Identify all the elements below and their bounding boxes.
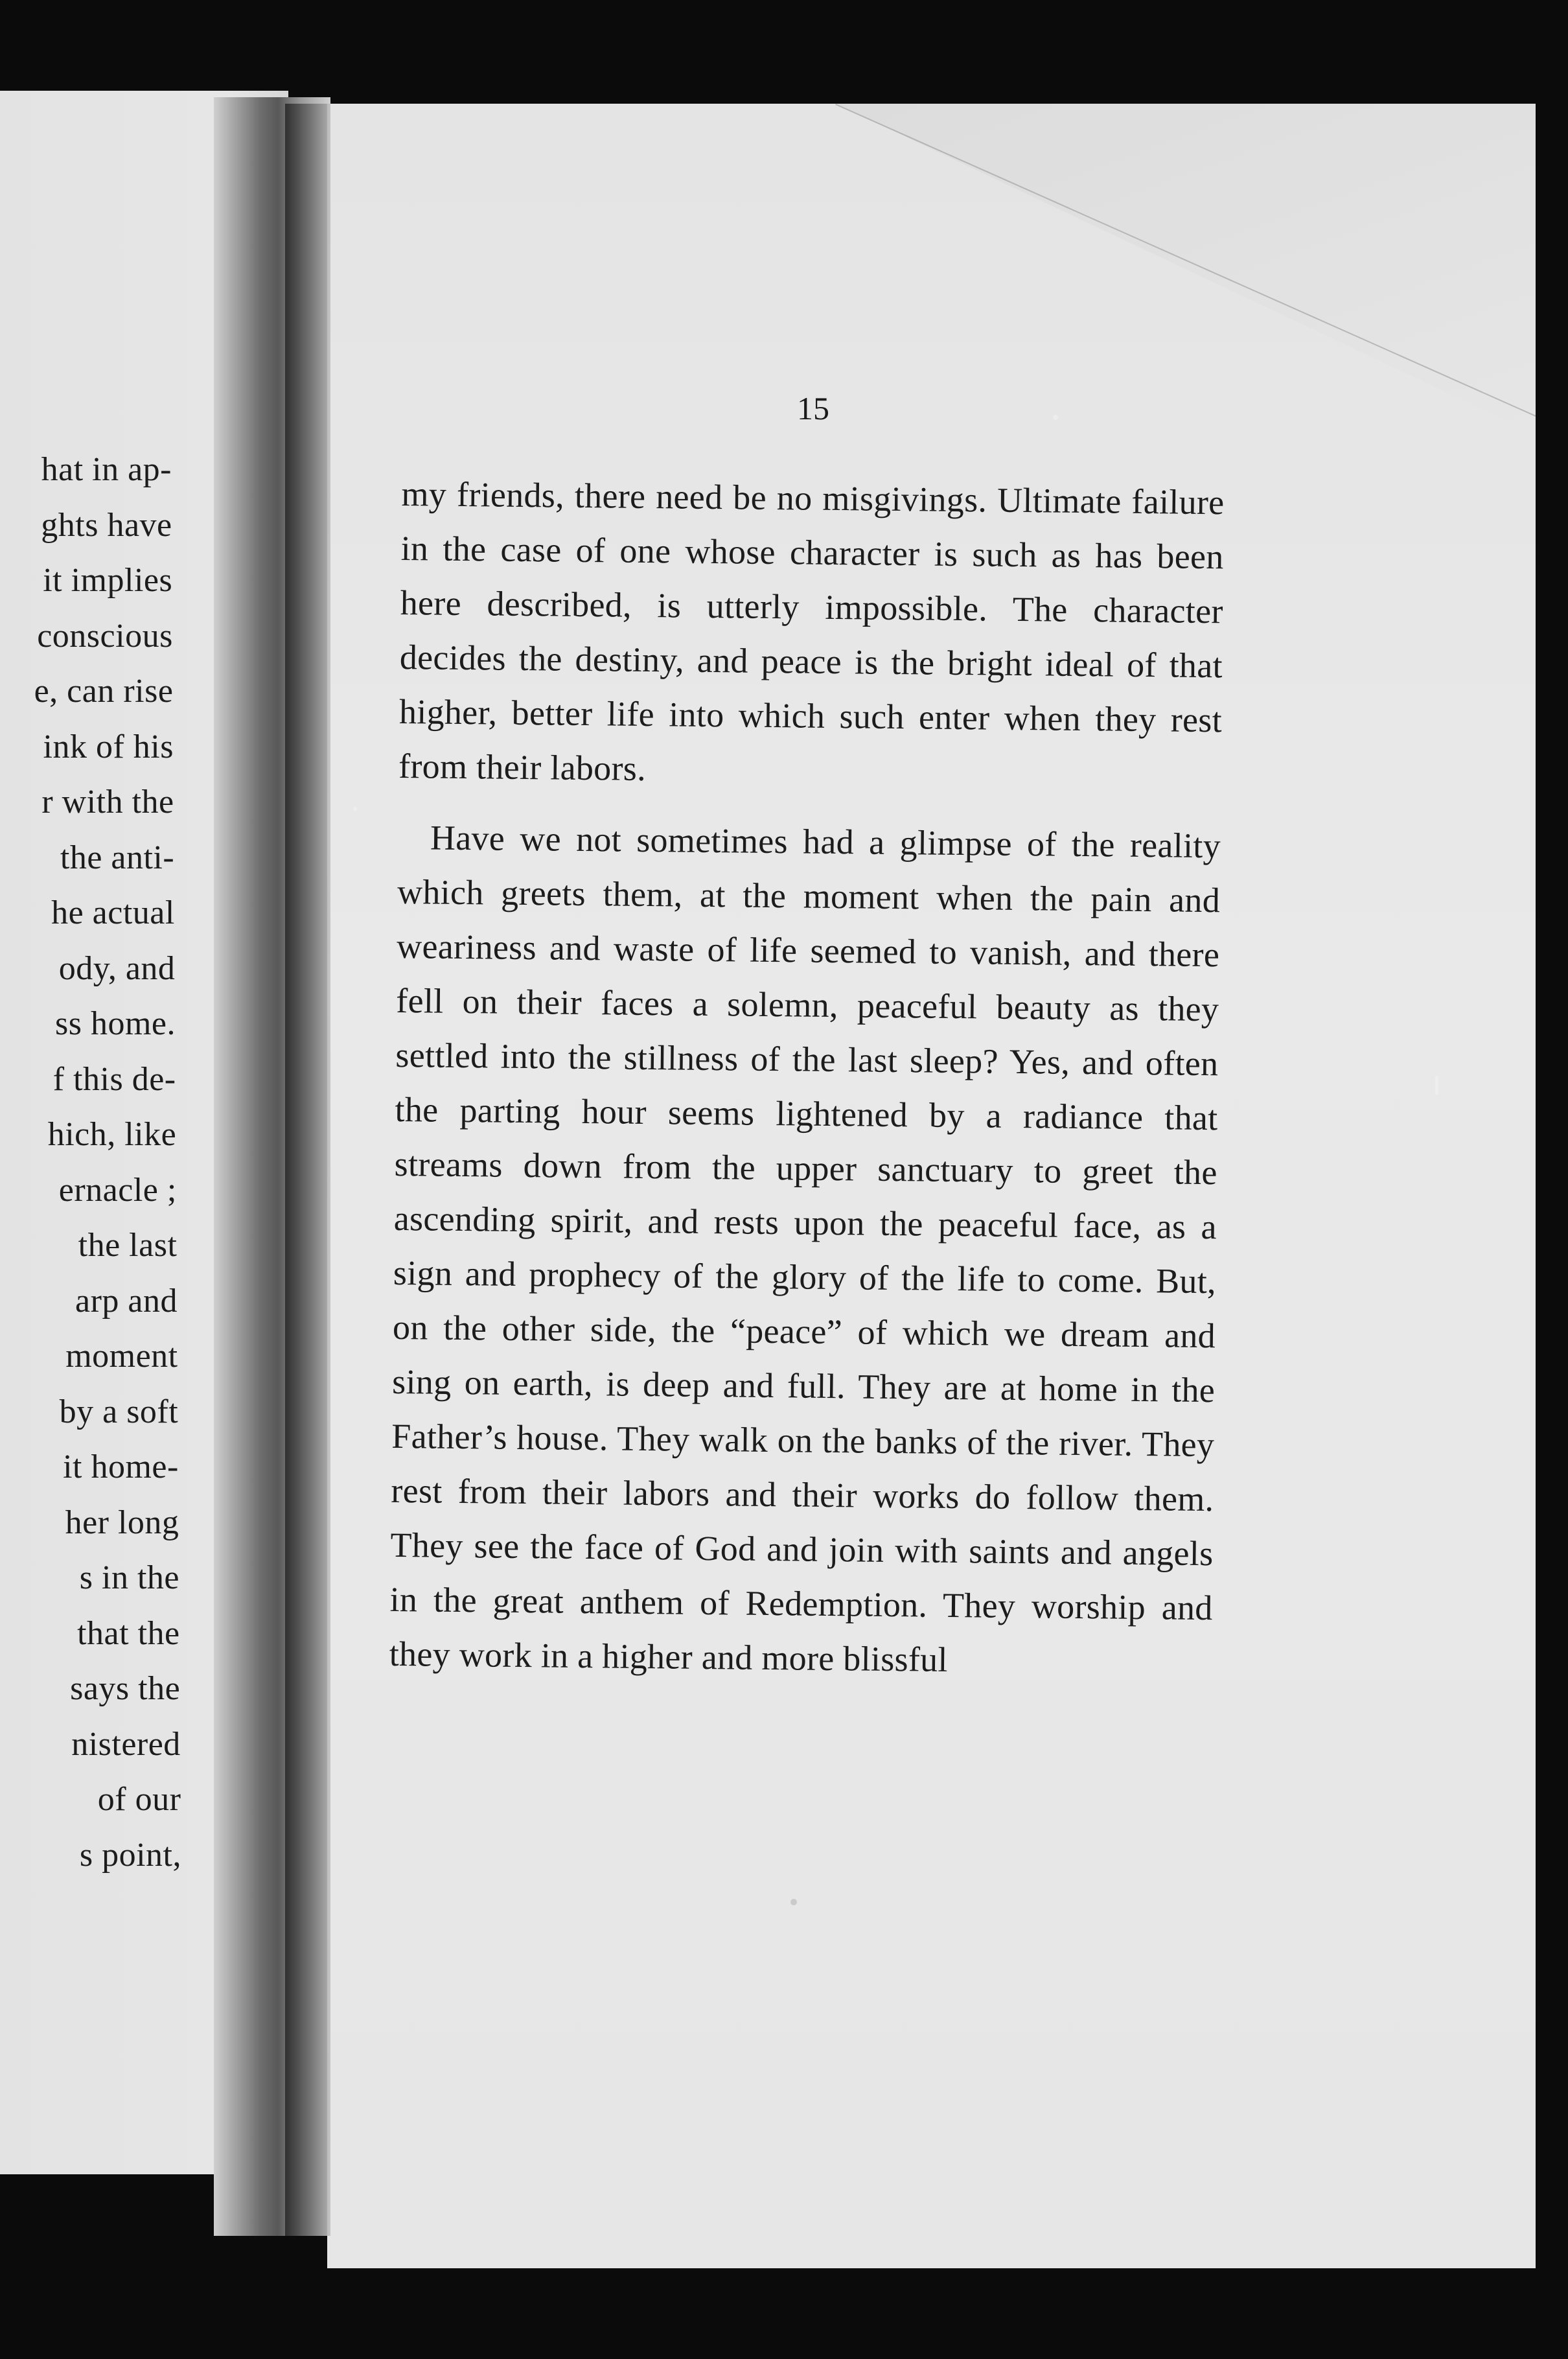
left-page-line: f this de- (52, 1060, 176, 1098)
left-page-line: that the (77, 1614, 180, 1652)
left-page-line: moment (65, 1338, 178, 1375)
left-page-line: he actual (51, 894, 175, 931)
left-page-line: ghts have (41, 506, 172, 544)
page-body (389, 467, 1225, 1690)
left-page-line: e, can rise (34, 673, 174, 710)
left-page-line: by a soft (59, 1393, 179, 1430)
left-page-line: it home- (63, 1448, 179, 1485)
left-page-line: hich, like (47, 1116, 177, 1153)
dust-speck (353, 807, 357, 811)
left-page-line: arp and (75, 1282, 178, 1319)
left-page-line: conscious (37, 617, 173, 655)
left-page-line: r with the (41, 784, 174, 820)
gutter-shadow (285, 104, 330, 2236)
left-page-line: s in the (79, 1559, 179, 1596)
left-page-line: s point, (79, 1836, 181, 1874)
left-page-line: ink of his (43, 728, 174, 765)
dust-speck (1053, 415, 1058, 420)
left-page-line: her long (65, 1504, 179, 1541)
dust-speck (790, 1899, 797, 1905)
left-page-line: ody, and (58, 949, 176, 987)
left-page-line: of our (97, 1781, 181, 1818)
paragraph-2: Have we not sometimes had a glimpse of the reality which greets them, at the moment when the pain and weariness and waste of life seemed to vanish, and there fell on their faces a solemn, peaceful beauty as they settled into the stillness of the last sleep? Yes, and often the parting hour seems lightened by a radiance that streams down from the upper sanctuary to greet the ascending spirit, and rests upon the peaceful face, as a sign and prophecy of the glory of the life to come. But, on the other side, the “peace” of which we dream and sing on earth, is deep and full. They are at home in the Father’s house. They walk on the banks of the river. They rest from their labors and their works do follow them. They see the face of God and join with saints and angels in the great anthem of Redemption. They worship and they work in a higher and more blissful (389, 818, 1221, 1679)
dust-speck (1435, 1076, 1438, 1095)
left-page-line: says the (70, 1670, 181, 1707)
paragraph-1: my friends, there need be no misgivings. Ultimate failure in the case of one whose character is such as has been here described, is utterly impossible. The character decides the destiny, and peace is the bright ideal of that higher, better life into which such enter when they rest from their labors. (398, 474, 1225, 788)
left-page-line: it implies (43, 562, 173, 599)
page-number: 15 (797, 390, 829, 426)
left-page-line: hat in ap- (41, 451, 172, 488)
page-edge (1536, 97, 1568, 2301)
left-page-line: ernacle ; (58, 1171, 177, 1209)
left-page-line: the last (78, 1227, 178, 1264)
left-page-line: ss home. (55, 1005, 176, 1042)
left-page-line: the anti- (60, 839, 175, 876)
left-page-line: nistered (71, 1725, 181, 1763)
